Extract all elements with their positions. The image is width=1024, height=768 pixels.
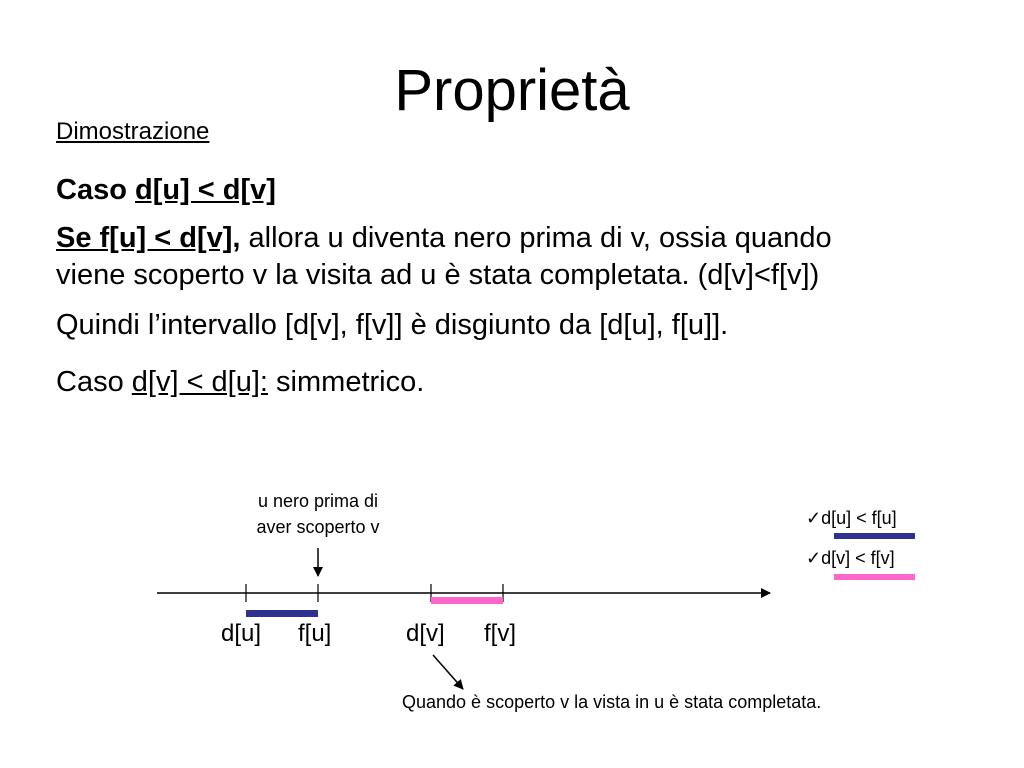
legend-item-u-text: d[u] < f[u] — [821, 508, 897, 528]
legend-u-bar — [834, 533, 915, 539]
checkmark-icon: ✓ — [806, 508, 822, 528]
checkmark-icon: ✓ — [806, 548, 822, 568]
body-line-3: Quindi l’intervallo [d[v], f[v]] è disgiunto da [d[u], f[u]]. — [56, 309, 729, 341]
body-line-1-rest: allora u diventa nero prima di v, ossia quando — [240, 222, 832, 254]
legend-item-v — [806, 545, 895, 571]
slide-title: Proprietà — [394, 58, 630, 123]
diagram-caption: Quando è scoperto v la vista in u è stata completata. — [402, 692, 822, 712]
annotation-text — [228, 488, 408, 540]
annotation-line-1: u nero prima di — [257, 491, 379, 511]
body-line-2: viene scoperto v la visita ad u è stata completata. (d[v]<f[v]) — [56, 259, 820, 291]
body-line-1-bold: Se f[u] < d[v], — [56, 222, 241, 254]
annotation-line-2: aver scoperto v — [256, 517, 380, 537]
interval-v-bar — [431, 597, 503, 604]
caption-arrow — [433, 655, 463, 689]
subheading: Dimostrazione — [56, 118, 210, 145]
label-dv: d[v] — [406, 620, 445, 647]
case-2-prefix: Caso — [56, 366, 132, 398]
label-fv: f[v] — [484, 620, 517, 647]
case-2-condition: d[v] < d[u]: — [131, 366, 268, 398]
interval-u-bar — [246, 610, 318, 617]
case-1-prefix: Caso — [56, 174, 135, 206]
legend-item-u — [806, 505, 897, 531]
case-2-suffix: simmetrico. — [268, 366, 425, 398]
case-1-condition: d[u] < d[v] — [134, 174, 276, 206]
label-du: d[u] — [221, 620, 262, 647]
legend-item-v-text: d[v] < f[v] — [821, 548, 895, 568]
label-fu: f[u] — [298, 620, 332, 647]
legend-v-bar — [834, 574, 915, 580]
